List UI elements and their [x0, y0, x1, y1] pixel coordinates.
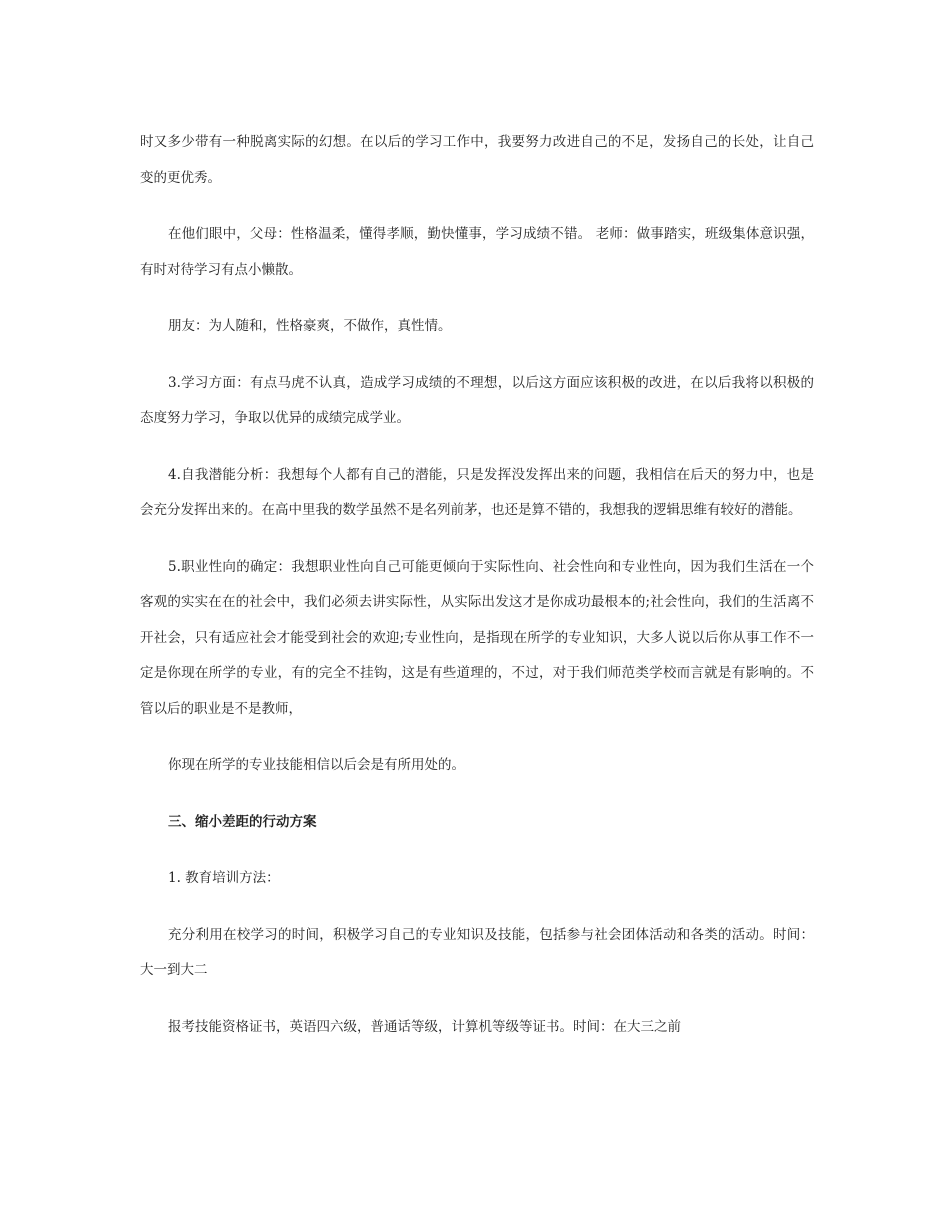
section-heading-action-plan: 三、缩小差距的行动方案 — [168, 813, 317, 830]
paragraph-career-orientation: 5.职业性向的确定：我想职业性向自己可能更倾向于实际性向、社会性向和专业性向，因为我们生活在一个客观的实实在在的社会中，我们必须去讲实际性，从实际出发这才是你成功最根本的;社会性向，我们的生活离不开社会，只有适应社会才能受到社会的欢迎;专业性向，是指现在所学的专业知识，大多人说以后你从事工作不一定是你现在所学的专业，有的完全不挂钩，这是有些道理的，不过，对于我们师范类学校而言就是有影响的。不管以后的职业是不是教师， — [140, 558, 814, 717]
paragraph-skills-useful: 你现在所学的专业技能相信以后会是有所用处的。 — [168, 757, 465, 773]
paragraph-use-school-time: 充分利用在校学习的时间，积极学习自己的专业知识及技能，包括参与社会团体活动和各类的活动。时间：大一到大二 — [140, 926, 814, 978]
paragraph-study-aspect: 3.学习方面：有点马虎不认真，造成学习成绩的不理想，以后这方面应该积极的改进，在以后我将以积极的态度努力学习，争取以优异的成绩完成学业。 — [140, 374, 814, 426]
paragraph-friends-view: 朋友：为人随和，性格豪爽，不做作，真性情。 — [168, 318, 452, 334]
paragraph-self-potential: 4.自我潜能分析：我想每个人都有自己的潜能，只是发挥没发挥出来的问题，我相信在后天的努力中，也是会充分发挥出来的。在高中里我的数学虽然不是名列前茅，也还是算不错的，我想我的逻辑思维有较好的潜能。 — [140, 466, 814, 518]
paragraph-certificates: 报考技能资格证书，英语四六级，普通话等级，计算机等级等证书。时间：在大三之前 — [168, 1018, 681, 1035]
paragraph-others-view: 在他们眼中，父母：性格温柔，懂得孝顺，勤快懂事，学习成绩不错。 老师：做事踏实，班级集体意识强，有时对待学习有点小懒散。 — [140, 226, 814, 278]
paragraph-continuation: 时又多少带有一种脱离实际的幻想。在以后的学习工作中，我要努力改进自己的不足，发扬自己的长处，让自己变的更优秀。 — [140, 134, 814, 186]
subheading-training-methods: 1. 教育培训方法： — [168, 870, 280, 886]
